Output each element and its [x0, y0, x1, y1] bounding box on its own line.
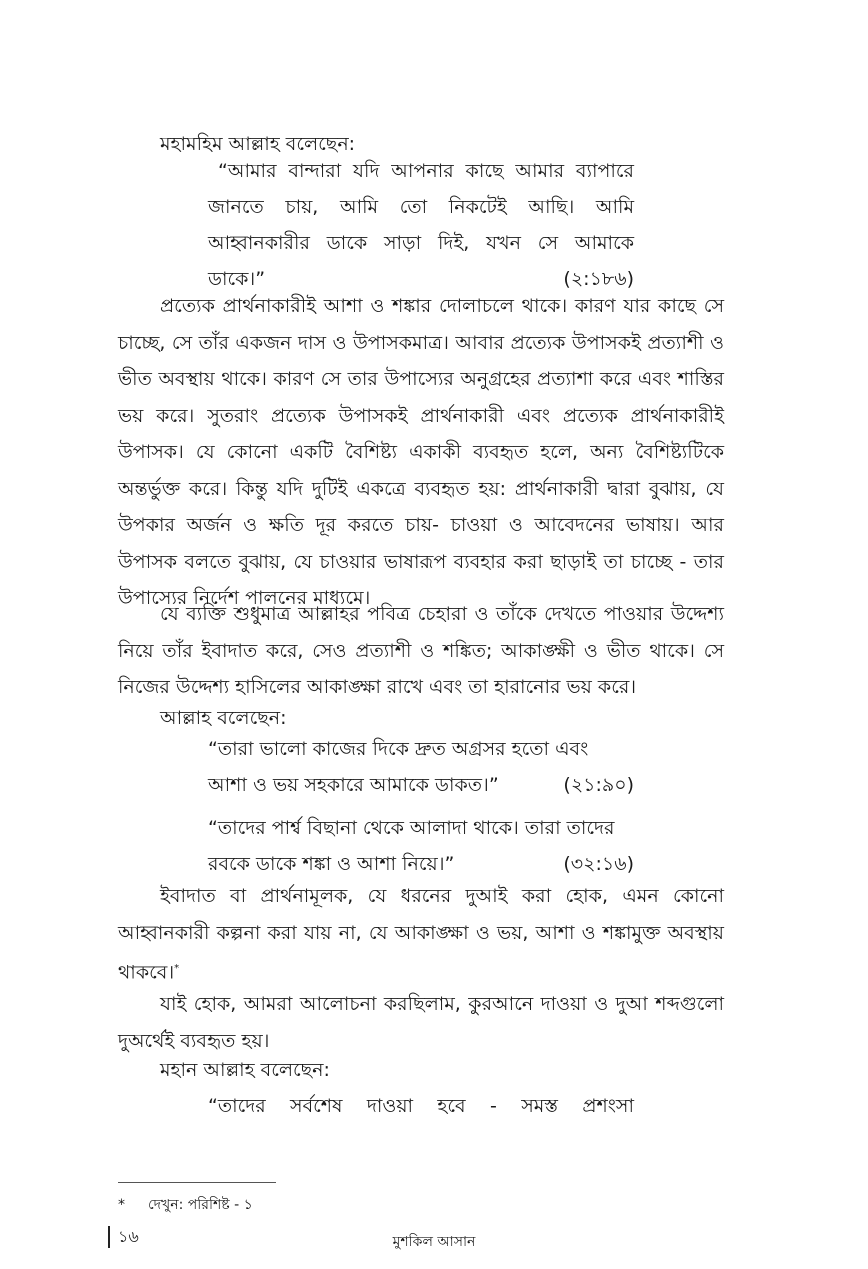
paragraph-3 — [118, 878, 724, 991]
intro-line-2: আল্লাহ বলেছেন: — [160, 707, 287, 729]
paragraph-1-text: প্রত্যেক প্রার্থনাকারীই আশা ও শঙ্কার দোলাচলে থাকে। কারণ যার কাছে সে চাচ্ছে, সে তাঁর একজন দাস ও উপাসকমাত্র। আবার প্রত্যেক উপাসকই প্রত্যাশী ও ভীত অবস্থায় থাকে। কারণ সে তার উপাস্যের অনুগ্রহের প্রত্যাশা করে এবং শাস্তির ভয় করে। সুতরাং প্রত্যেক উপাসকই প্রার্থনাকারী এবং প্রত্যেক প্রার্থনাকারীই উপাসক। যে কোনো একটি বৈশিষ্ট্য একাকী ব্যবহৃত হলে, অন্য বৈশিষ্ট্যটিকে অন্তর্ভুক্ত করে। কিন্তু যদি দুটিই একত্রে ব্যবহৃত হয়: প্রার্থনাকারী দ্বারা বুঝায়, যে উপকার অর্জন ও ক্ষতি দূর করতে চায়- চাওয়া ও আবেদনের ভাষায়। আর উপাসক বলতে বুঝায়, যে চাওয়ার ভাষারূপ ব্যবহার করা ছাড়াই তা চাচ্ছে - তার উপাস্যের নির্দেশ পালনের মাধ্যমে। — [118, 295, 724, 609]
paragraph-2-text: যে ব্যক্তি শুধুমাত্র আল্লাহর পবিত্র চেহারা ও তাঁকে দেখতে পাওয়ার উদ্দেশ্য নিয়ে তাঁর ইবাদাত করে, সেও প্রত্যাশী ও শঙ্কিত; আকাঙ্ক্ষী ও ভীত থাকে। সে নিজের উদ্দেশ্য হাসিলের আকাঙ্ক্ষা রাখে এবং তা হারানোর ভয় করে। — [118, 603, 724, 698]
quote-3-line-2: রবকে ডাকে শঙ্কা ও আশা নিয়ে।” — [208, 853, 455, 875]
quote-1-text: “আমার বান্দারা যদি আপনার কাছে আমার ব্যাপারে জানতে চায়, আমি তো নিকটেই আছি। আমি আহ্বানকারীর ডাকে সাড়া দিই, যখন সে আমাকে — [208, 160, 634, 254]
footnote-marker: * — [174, 963, 180, 974]
paragraph-4-text: যাই হোক, আমরা আলোচনা করছিলাম, কুরআনে দাওয়া ও দুআ শব্দগুলো দুঅর্থেই ব্যবহৃত হয়। — [118, 993, 724, 1052]
footnote-mark: * — [118, 1197, 125, 1213]
page-number: ১৬ — [108, 1226, 139, 1248]
paragraph-4 — [118, 986, 724, 1059]
quote-1-last: ডাকে।” — [208, 268, 266, 290]
footnote-text: দেখুন: পরিশিষ্ট - ১ — [148, 1197, 253, 1213]
quote-3-reference: (৩২:১৬) — [563, 853, 634, 875]
intro-line-1: মহামহিম আল্লাহ বলেছেন: — [160, 133, 356, 155]
paragraph-2 — [118, 596, 724, 706]
footnote — [118, 1193, 253, 1217]
paragraph-1 — [118, 288, 724, 617]
quote-1-reference: (২:১৮৬) — [563, 268, 634, 290]
quote-2-line-1: “তারা ভালো কাজের দিকে দ্রুত অগ্রসর হতো এবং — [208, 738, 589, 760]
quote-2-line-2: আশা ও ভয় সহকারে আমাকে ডাকত।” — [208, 774, 499, 796]
paragraph-3-text: ইবাদাত বা প্রার্থনামূলক, যে ধরনের দুআই করা হোক, এমন কোনো আহ্বানকারী কল্পনা করা যায় না, যে আকাঙ্ক্ষা ও ভয়, আশা ও শঙ্কামুক্ত অবস্থায় থাকবে। — [118, 885, 724, 984]
quote-block-4 — [208, 1088, 634, 1124]
footnote-divider — [118, 1182, 276, 1183]
quote-2-reference: (২১:৯০) — [563, 774, 634, 796]
quote-4-text: “তাদের সর্বশেষ দাওয়া হবে - সমস্ত প্রশংসা — [208, 1095, 634, 1117]
running-head: মুশকিল আসান — [392, 1234, 476, 1250]
intro-line-3: মহান আল্লাহ বলেছেন: — [160, 1059, 330, 1081]
quote-block-2 — [208, 731, 634, 803]
quote-block-3 — [208, 810, 634, 882]
quote-block-1 — [208, 153, 634, 297]
quote-3-line-1: “তাদের পার্শ্ব বিছানা থেকে আলাদা থাকে। তারা তাদের — [208, 817, 615, 839]
